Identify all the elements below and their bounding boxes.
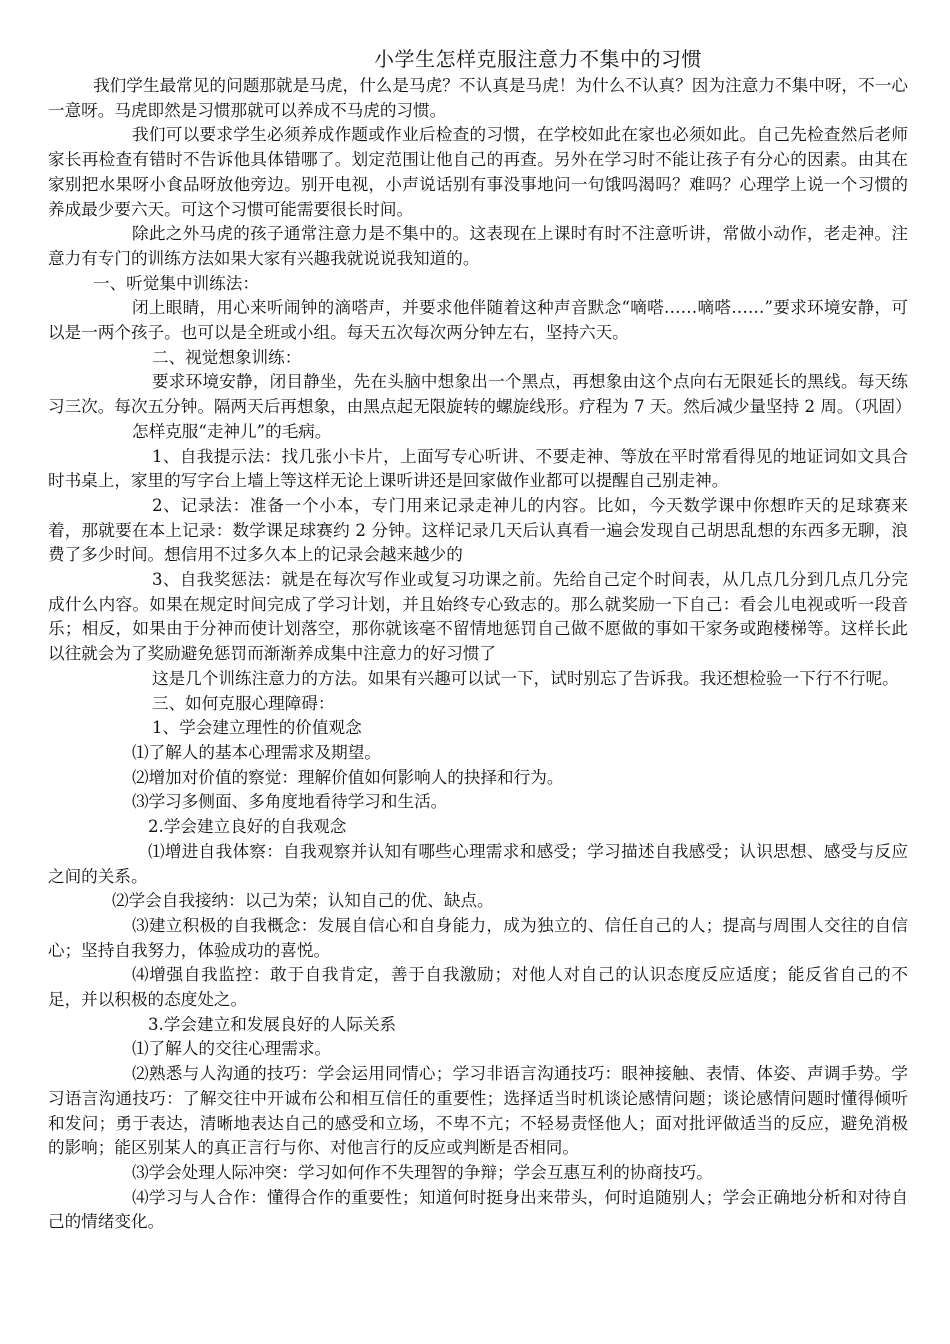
paragraph: 除此之外马虎的孩子通常注意力是不集中的。这表现在上课时有时不注意听讲，常做小动作，老走神。注意力有专门的训练方法如果大家有兴趣我就说说我知道的。 (48, 224, 908, 268)
subsection-heading: 3.学会建立和发展良好的人际关系 (148, 1014, 397, 1034)
list-item: 3、自我奖惩法：就是在每次写作业或复习功课之前。先给自己定个时间表，从几点几分到几点几分完成什么内容。如果在规定时间完成了学习计划，并且始终专心致志的。那么就奖励一下自己：看会儿电视或听一段音乐；相反，如果由于分神而使计划落空，那你就该毫不留情地惩罚自己做不愿做的事如干家务或跑楼梯等。这样长此以往就会为了奖励避免惩罚而渐渐养成集中注意力的好习惯了 (48, 570, 908, 664)
list-item: ⑴增进自我体察：自我观察并认知有哪些心理需求和感受；学习描述自我感受；认识思想、感受与反应之间的关系。 (48, 841, 908, 886)
section-heading: 三、如何克服心理障碍： (152, 693, 335, 713)
paragraph: 我们学生最常见的问题那就是马虎，什么是马虎？不认真是马虎！为什么不认真？因为注意力不集中呀，不一心一意呀。马虎即然是习惯那就可以养成不马虎的习惯。 (48, 76, 908, 120)
paragraph: 我们可以要求学生必须养成作题或作业后检查的习惯，在学校如此在家也必须如此。自己先检查然后老师家长再检查有错时不告诉他具体错哪了。划定范围让他自己的再查。另外在学习时不能让孩子有分心的因素。由其在家别把水果呀小食品呀放他旁边。别开电视，小声说话别有事没事地问一句饿吗渴吗？难吗？心理学上说一个习惯的养成最少要六天。可这个习惯可能需要很长时间。 (48, 125, 908, 219)
document-page (48, 44, 912, 1235)
list-item: ⑶学会处理人际冲突：学习如何作不失理智的争辩；学会互惠互利的协商技巧。 (132, 1162, 713, 1182)
list-item: ⑴了解人的基本心理需求及期望。 (132, 742, 381, 762)
section-heading: 一、听觉集中训练法： (93, 273, 259, 293)
list-item: ⑵学会自我接纳：以己为荣；认知自己的优、缺点。 (112, 891, 494, 911)
subsection-heading: 1、学会建立理性的价值观念 (152, 718, 362, 738)
list-item: 2、记录法：准备一个小本，专门用来记录走神儿的内容。比如，今天数学课中你想昨天的足球赛来着，那就要在本上记录：数学课足球赛约 2 分钟。这样记录几天后认真看一遍会发现自己胡思乱想的东西多无聊，浪费了多少时间。想信用不过多久本上的记录会越来越少的 (48, 495, 908, 565)
paragraph: 要求环境安静，闭目静坐，先在头脑中想象出一个黑点，再想象由这个点向右无限延长的黑线。每天练习三次。每次五分钟。隔两天后再想象，由黑点起无限旋转的螺旋线形。疗程为 7 天。然后减少量坚持 2 周。（巩固） (48, 372, 912, 417)
list-item: ⑵增加对价值的察觉：理解价值如何影响人的抉择和行为。 (132, 767, 564, 787)
list-item: ⑶建立积极的自我概念：发展自信心和自身能力，成为独立的、信任自己的人；提高与周围人交往的自信心；坚持自我努力，体验成功的喜悦。 (48, 915, 908, 960)
subsection-heading: 2.学会建立良好的自我观念 (148, 817, 347, 837)
list-item: ⑷学习与人合作：懂得合作的重要性；知道何时挺身出来带头，何时追随别人；学会正确地分析和对待自己的情绪变化。 (48, 1187, 908, 1232)
list-item: ⑵熟悉与人沟通的技巧：学会运用同情心；学习非语言沟通技巧：眼神接触、表情、体姿、声调手势。学习语言沟通技巧：了解交往中开诚布公和相互信任的重要性；选择适当时机谈论感情问题；谈论感情问题时懂得倾听和发问；勇于表达，清晰地表达自己的感受和立场，不卑不亢；不轻易责怪他人；面对批评做适当的反应，避免消极的影响；能区别某人的真正言行与你、对他言行的反应或判断是否相同。 (48, 1064, 908, 1158)
section-heading: 二、视觉想象训练： (152, 347, 302, 367)
list-item: ⑶学习多侧面、多角度地看待学习和生活。 (132, 792, 448, 812)
paragraph: 这是几个训练注意力的方法。如果有兴趣可以试一下，试时别忘了告诉我。我还想检验一下行不行呢。 (152, 668, 899, 688)
list-item: 1、自我提示法：找几张小卡片，上面写专心听讲、不要走神、等放在平时常看得见的地证词如文具合时书桌上，家里的写字台上墙上等这样无论上课听讲还是回家做作业都可以提醒自己别走神。 (48, 446, 908, 491)
list-item: ⑴了解人的交往心理需求。 (132, 1039, 332, 1059)
list-item: ⑷增强自我监控：敢于自我肯定，善于自我激励；对他人对自己的认识态度反应适度；能反省自己的不足，并以积极的态度处之。 (48, 965, 908, 1010)
document-title: 小学生怎样克服注意力不集中的习惯 (374, 47, 702, 71)
paragraph: 闭上眼睛，用心来听闹钟的滴嗒声，并要求他伴随着这种声音默念“嘀嗒……嘀嗒……”要求环境安静，可以是一两个孩子。也可以是全班或小组。每天五次每次两分钟左右，坚持六天。 (48, 298, 908, 343)
section-heading: 怎样克服“走神儿”的毛病。 (132, 421, 332, 441)
